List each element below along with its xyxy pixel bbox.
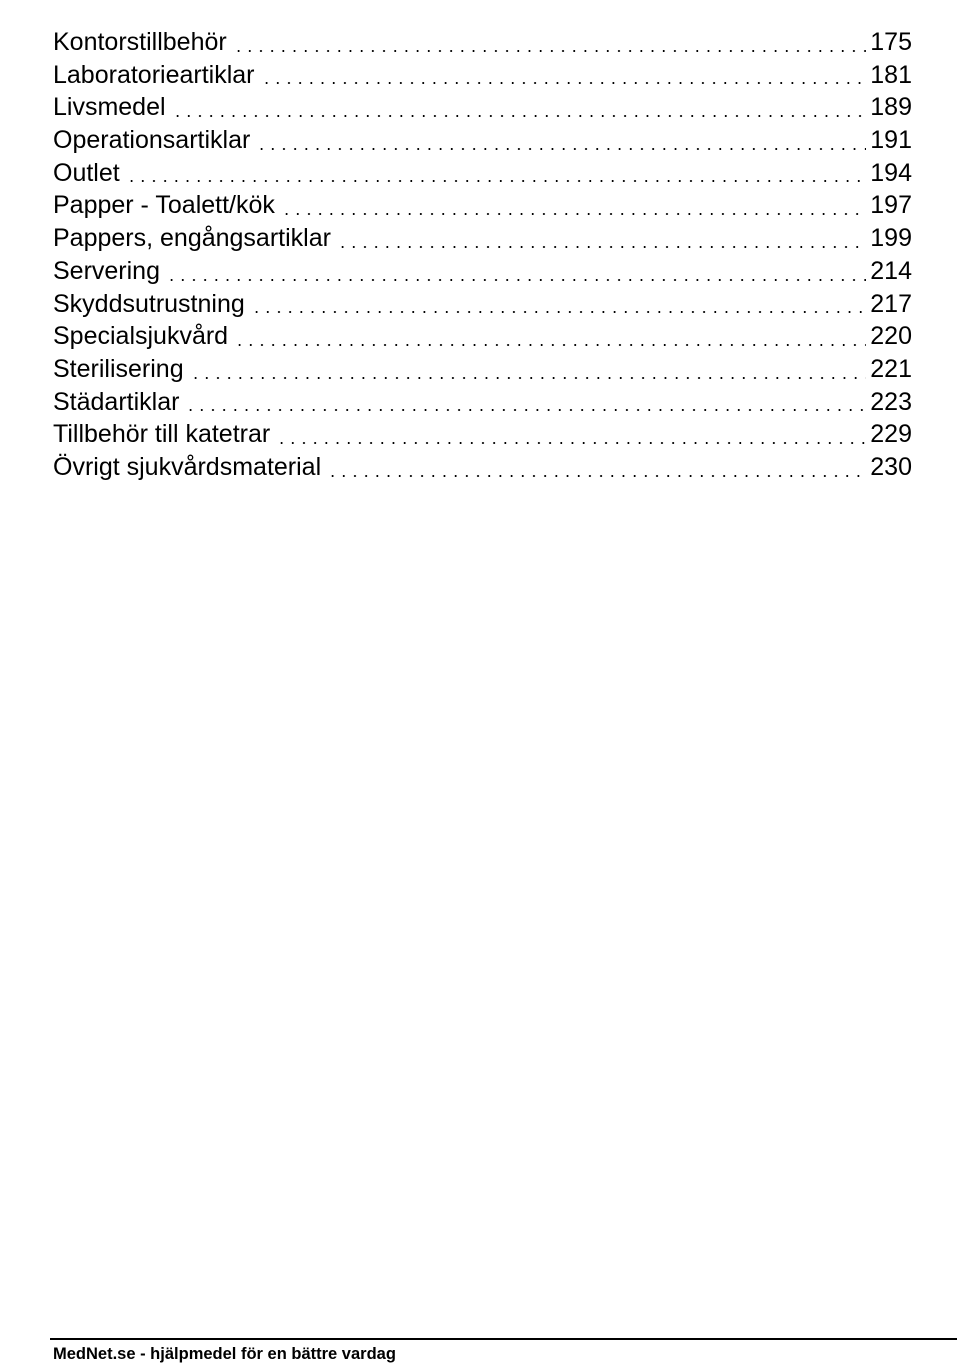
dot-leader — [327, 472, 866, 478]
dot-leader — [185, 406, 866, 412]
toc-entry-label: Skyddsutrustning — [53, 289, 245, 318]
toc-entry-page-number: 230 — [870, 452, 912, 481]
dot-leader — [172, 112, 867, 118]
dot-leader — [256, 145, 866, 151]
toc-entry-laboratorieartiklar[interactable] — [53, 59, 912, 92]
dot-leader — [337, 243, 866, 249]
toc-entry-label: Servering — [53, 256, 160, 285]
toc-entry-servering[interactable] — [53, 255, 912, 288]
toc-entry-ovrigt-sjukvardsmaterial[interactable] — [53, 451, 912, 484]
toc-entry-page-number: 220 — [870, 322, 912, 351]
toc-entry-label: Livsmedel — [53, 93, 166, 122]
toc-entry-stadartiklar[interactable] — [53, 386, 912, 419]
toc-entry-label: Outlet — [53, 158, 120, 187]
toc-entry-page-number: 214 — [870, 256, 912, 285]
toc-entry-page-number: 229 — [870, 420, 912, 449]
dot-leader — [281, 210, 866, 216]
dot-leader — [166, 276, 866, 282]
toc-entry-label: Pappers, engångsartiklar — [53, 224, 331, 253]
toc-entry-label: Laboratorieartiklar — [53, 60, 255, 89]
toc-entry-label: Sterilisering — [53, 354, 184, 383]
toc-entry-skyddsutrustning[interactable] — [53, 288, 912, 321]
toc-entry-label: Kontorstillbehör — [53, 28, 227, 56]
dot-leader — [251, 308, 867, 314]
dot-leader — [276, 439, 866, 445]
dot-leader — [126, 177, 867, 183]
toc-entry-page-number: 223 — [870, 387, 912, 416]
toc-entry-label: Städartiklar — [53, 387, 180, 416]
table-of-contents — [53, 26, 912, 484]
toc-entry-tillbehor-till-katetrar[interactable] — [53, 418, 912, 451]
dot-leader — [233, 47, 867, 53]
dot-leader — [190, 374, 867, 380]
toc-entry-papper-toalett-kok[interactable] — [53, 189, 912, 222]
toc-entry-label: Övrigt sjukvårdsmaterial — [53, 452, 322, 481]
toc-entry-label: Papper - Toalett/kök — [53, 191, 275, 220]
toc-entry-pappers-engangsartiklar[interactable] — [53, 222, 912, 255]
toc-entry-label: Operationsartiklar — [53, 126, 251, 155]
toc-entry-page-number: 217 — [870, 289, 912, 318]
dot-leader — [234, 341, 866, 347]
toc-entry-sterilisering[interactable] — [53, 353, 912, 386]
toc-entry-specialsjukvard[interactable] — [53, 320, 912, 353]
toc-entry-page-number: 221 — [870, 354, 912, 383]
toc-entry-page-number: 175 — [870, 28, 912, 56]
toc-entry-livsmedel[interactable] — [53, 91, 912, 124]
toc-entry-operationsartiklar[interactable] — [53, 124, 912, 157]
dot-leader — [261, 79, 867, 85]
footer-divider — [50, 1338, 957, 1340]
toc-entry-page-number: 191 — [870, 126, 912, 155]
toc-entry-label: Tillbehör till katetrar — [53, 420, 271, 449]
toc-entry-page-number: 189 — [870, 93, 912, 122]
toc-entry-page-number: 199 — [870, 224, 912, 253]
footer-text: MedNet.se - hjälpmedel för en bättre vardag — [53, 1345, 396, 1363]
toc-entry-page-number: 197 — [870, 191, 912, 220]
toc-entry-page-number: 194 — [870, 158, 912, 187]
toc-entry-label: Specialsjukvård — [53, 322, 229, 351]
toc-entry-outlet[interactable] — [53, 157, 912, 190]
toc-entry-kontorstillbehor[interactable] — [53, 26, 912, 59]
toc-entry-page-number: 181 — [870, 60, 912, 89]
